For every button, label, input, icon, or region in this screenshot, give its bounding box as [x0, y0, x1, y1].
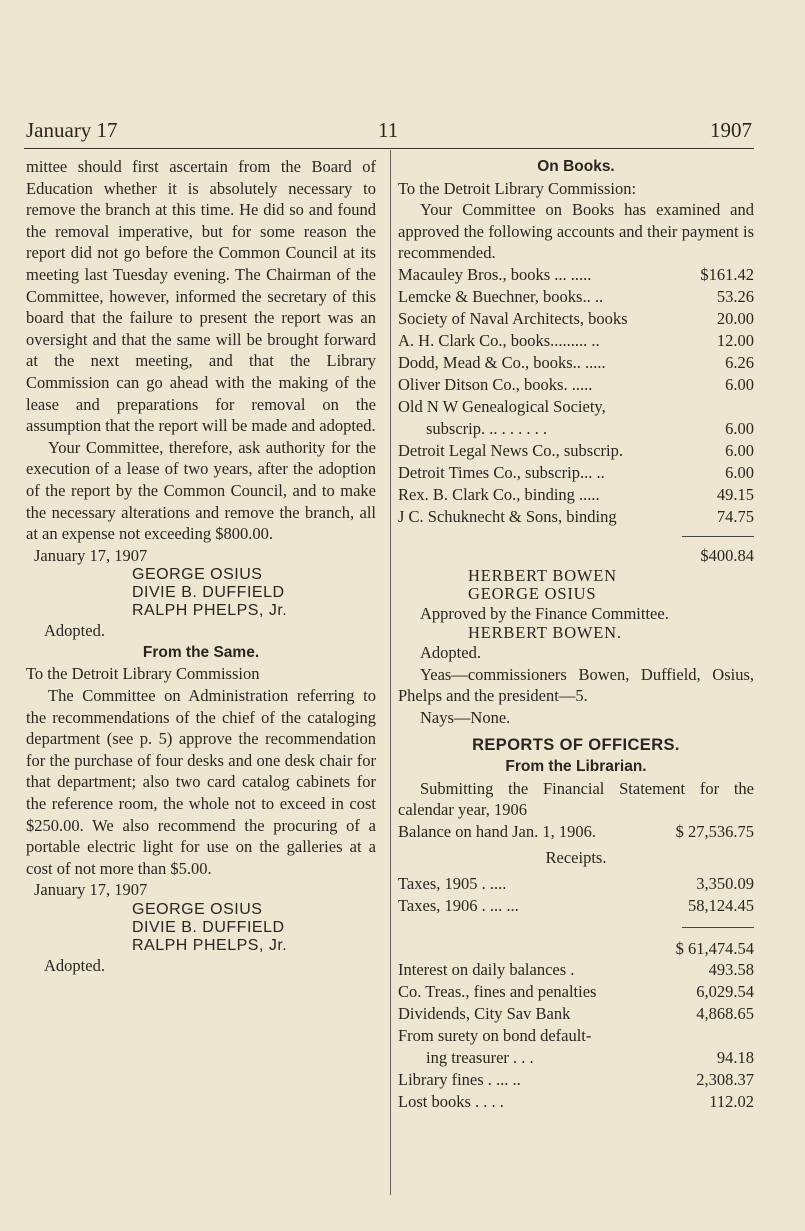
left-column	[26, 156, 376, 977]
paragraph: Your Committee, therefore, ask authority for the execution of a lease of two years, after the adoption of the report by the Common Council, and to make the necessary alterations and remove the branch, all at an expense not exceeding $800.00.	[26, 437, 376, 544]
receipt-row	[398, 1025, 754, 1047]
account-row	[398, 264, 754, 286]
paragraph: mittee should first ascertain from the Board of Education whether it is absolutely necessary to remove the branch at this time. He did so and found the removal imperative, but for some reason the report did not go before the Common Council at its meeting last Tuesday evening. The Chairman of the Committee, however, informed the secretary of this board that the failure to present the report was an oversight and that the same will be brought forward at the next meeting, and that the Library Commission can go ahead with the making of the lease and preparations for removal on the assumption that the report will be made and adopted.	[26, 157, 376, 436]
signature-name: RALPH PHELPS, Jr.	[132, 602, 288, 620]
receipt-row	[398, 959, 754, 981]
section-heading: On Books.	[537, 158, 615, 175]
receipt-amount: 6,029.54	[696, 982, 754, 1002]
receipts-heading: Receipts.	[545, 847, 607, 867]
receipt-amount: 58,124.45	[688, 895, 754, 915]
adopted-note: Adopted.	[44, 956, 105, 975]
section-heading: REPORTS OF OFFICERS.	[472, 735, 680, 754]
page-number: 11	[378, 118, 399, 142]
vote-yeas: Yeas—commissioners Bowen, Duffield, Osius, Phelps and the president—5.	[398, 664, 754, 706]
account-row	[398, 286, 754, 308]
account-name: Old N W Genealogical Society,	[398, 396, 606, 416]
account-amount: 6.00	[725, 462, 754, 482]
account-row	[398, 330, 754, 352]
account-name: Rex. B. Clark Co., binding .....	[398, 484, 600, 504]
signature-name: DIVIE B. DUFFIELD	[132, 584, 285, 602]
account-row	[398, 418, 754, 440]
sum-rule	[682, 927, 754, 928]
account-amount: 20.00	[716, 308, 754, 328]
receipt-row	[398, 1047, 754, 1069]
signature-name: GEORGE OSIUS	[132, 901, 263, 918]
sum-rule	[682, 536, 754, 537]
account-name: Detroit Legal News Co., subscrip.	[398, 440, 623, 460]
signature-block	[132, 901, 376, 955]
account-name: Lemcke & Buechner, books.. ..	[398, 286, 604, 306]
balance-amount: $ 27,536.75	[675, 821, 754, 841]
receipt-row	[398, 895, 754, 917]
section-heading: From the Same.	[142, 643, 260, 661]
signature-date: January 17, 1907	[34, 545, 148, 565]
account-name: Oliver Ditson Co., books. .....	[398, 374, 593, 394]
account-amount: 6.00	[725, 374, 754, 394]
signature-block	[468, 567, 754, 603]
receipt-name: From surety on bond default-	[398, 1026, 592, 1046]
account-name: subscrip. .. . . . . . .	[426, 418, 547, 438]
signature-name: GEORGE OSIUS	[132, 566, 263, 584]
account-name: Detroit Times Co., subscrip... ..	[398, 462, 605, 482]
paragraph: Submitting the Financial Statement for the calendar year, 1906	[398, 778, 754, 820]
account-amount: 49.15	[716, 484, 754, 504]
account-row	[398, 484, 754, 506]
approval-note: Approved by the Finance Committee.	[420, 603, 669, 623]
paragraph: Your Committee on Books has examined and approved the following accounts and their payment is recommended.	[398, 200, 754, 263]
account-row	[398, 374, 754, 396]
adopted-note: Adopted.	[420, 643, 481, 663]
account-name: A. H. Clark Co., books......... ..	[398, 330, 600, 350]
signature-name: DIVIE B. DUFFIELD	[132, 919, 285, 936]
signature-block	[132, 566, 376, 620]
receipt-amount: 94.18	[716, 1048, 754, 1068]
account-amount: 6.00	[725, 440, 754, 460]
account-row	[398, 396, 754, 418]
receipt-row	[398, 1091, 754, 1113]
vote-nays: Nays—None.	[420, 707, 511, 727]
header-rule	[24, 148, 754, 149]
signature-name: RALPH PHELPS, Jr.	[132, 937, 288, 954]
receipt-amount: 2,308.37	[696, 1070, 754, 1090]
balance-row	[398, 821, 754, 843]
signature-name: HERBERT BOWEN.	[468, 623, 622, 643]
balance-label: Balance on hand Jan. 1, 1906.	[398, 821, 596, 841]
account-row	[398, 506, 754, 528]
subtotal-amount: $ 61,474.54	[675, 938, 754, 958]
account-name: Macauley Bros., books ... .....	[398, 264, 592, 284]
signature-date: January 17, 1907	[34, 880, 148, 900]
total-amount: $400.84	[700, 545, 754, 565]
subsection-heading: From the Librarian.	[505, 758, 647, 776]
page-header	[26, 118, 752, 148]
receipt-name: Library fines . ... ..	[398, 1070, 521, 1090]
account-name: Dodd, Mead & Co., books.. .....	[398, 352, 606, 372]
receipt-name: Dividends, City Sav Bank	[398, 1004, 571, 1024]
receipt-amount: 493.58	[708, 960, 754, 980]
account-amount: 74.75	[716, 506, 754, 526]
receipt-name: Taxes, 1906 . ... ...	[398, 895, 519, 915]
receipt-name: Interest on daily balances .	[398, 960, 575, 980]
account-name: J C. Schuknecht & Sons, binding	[398, 506, 617, 526]
receipt-name: Taxes, 1905 . ....	[398, 873, 507, 893]
receipt-row	[398, 873, 754, 895]
column-divider	[390, 150, 391, 1195]
account-row	[398, 462, 754, 484]
signature-name: GEORGE OSIUS	[468, 583, 597, 603]
paragraph: The Committee on Administration referring to the recommendations of the chief of the cataloging department (see p. 5) approve the recommendation for the purchase of four desks and one desk chair for that department; also two card catalog cabinets for the reference room, the whole not to exceed in cost $250.00. We also recommend the procuring of a portable electric light for use on the galleries at a cost of not more than $5.00.	[26, 686, 376, 878]
receipt-amount: 3,350.09	[696, 873, 754, 893]
account-amount: 12.00	[716, 330, 754, 350]
receipt-name: Lost books . . . .	[398, 1092, 504, 1112]
receipt-amount: 4,868.65	[696, 1004, 754, 1024]
account-amount: 6.26	[725, 352, 754, 372]
receipt-row	[398, 981, 754, 1003]
receipt-amount: 112.02	[709, 1092, 754, 1112]
addressee: To the Detroit Library Commission	[26, 664, 260, 684]
account-row	[398, 352, 754, 374]
account-amount: 6.00	[725, 418, 754, 438]
header-date: January 17	[26, 118, 118, 142]
receipt-row	[398, 1069, 754, 1091]
account-amount: 53.26	[716, 286, 754, 306]
account-row	[398, 308, 754, 330]
receipt-name: Co. Treas., fines and penalties	[398, 982, 597, 1002]
receipt-name: ing treasurer . . .	[426, 1048, 534, 1068]
signature-name: HERBERT BOWEN	[468, 565, 617, 585]
right-column	[398, 156, 754, 1113]
adopted-note: Adopted.	[44, 621, 105, 641]
account-name: Society of Naval Architects, books	[398, 308, 628, 328]
header-year: 1907	[710, 118, 752, 142]
account-row	[398, 440, 754, 462]
account-amount: $161.42	[700, 264, 754, 284]
addressee: To the Detroit Library Commission:	[398, 178, 637, 198]
receipt-row	[398, 1003, 754, 1025]
